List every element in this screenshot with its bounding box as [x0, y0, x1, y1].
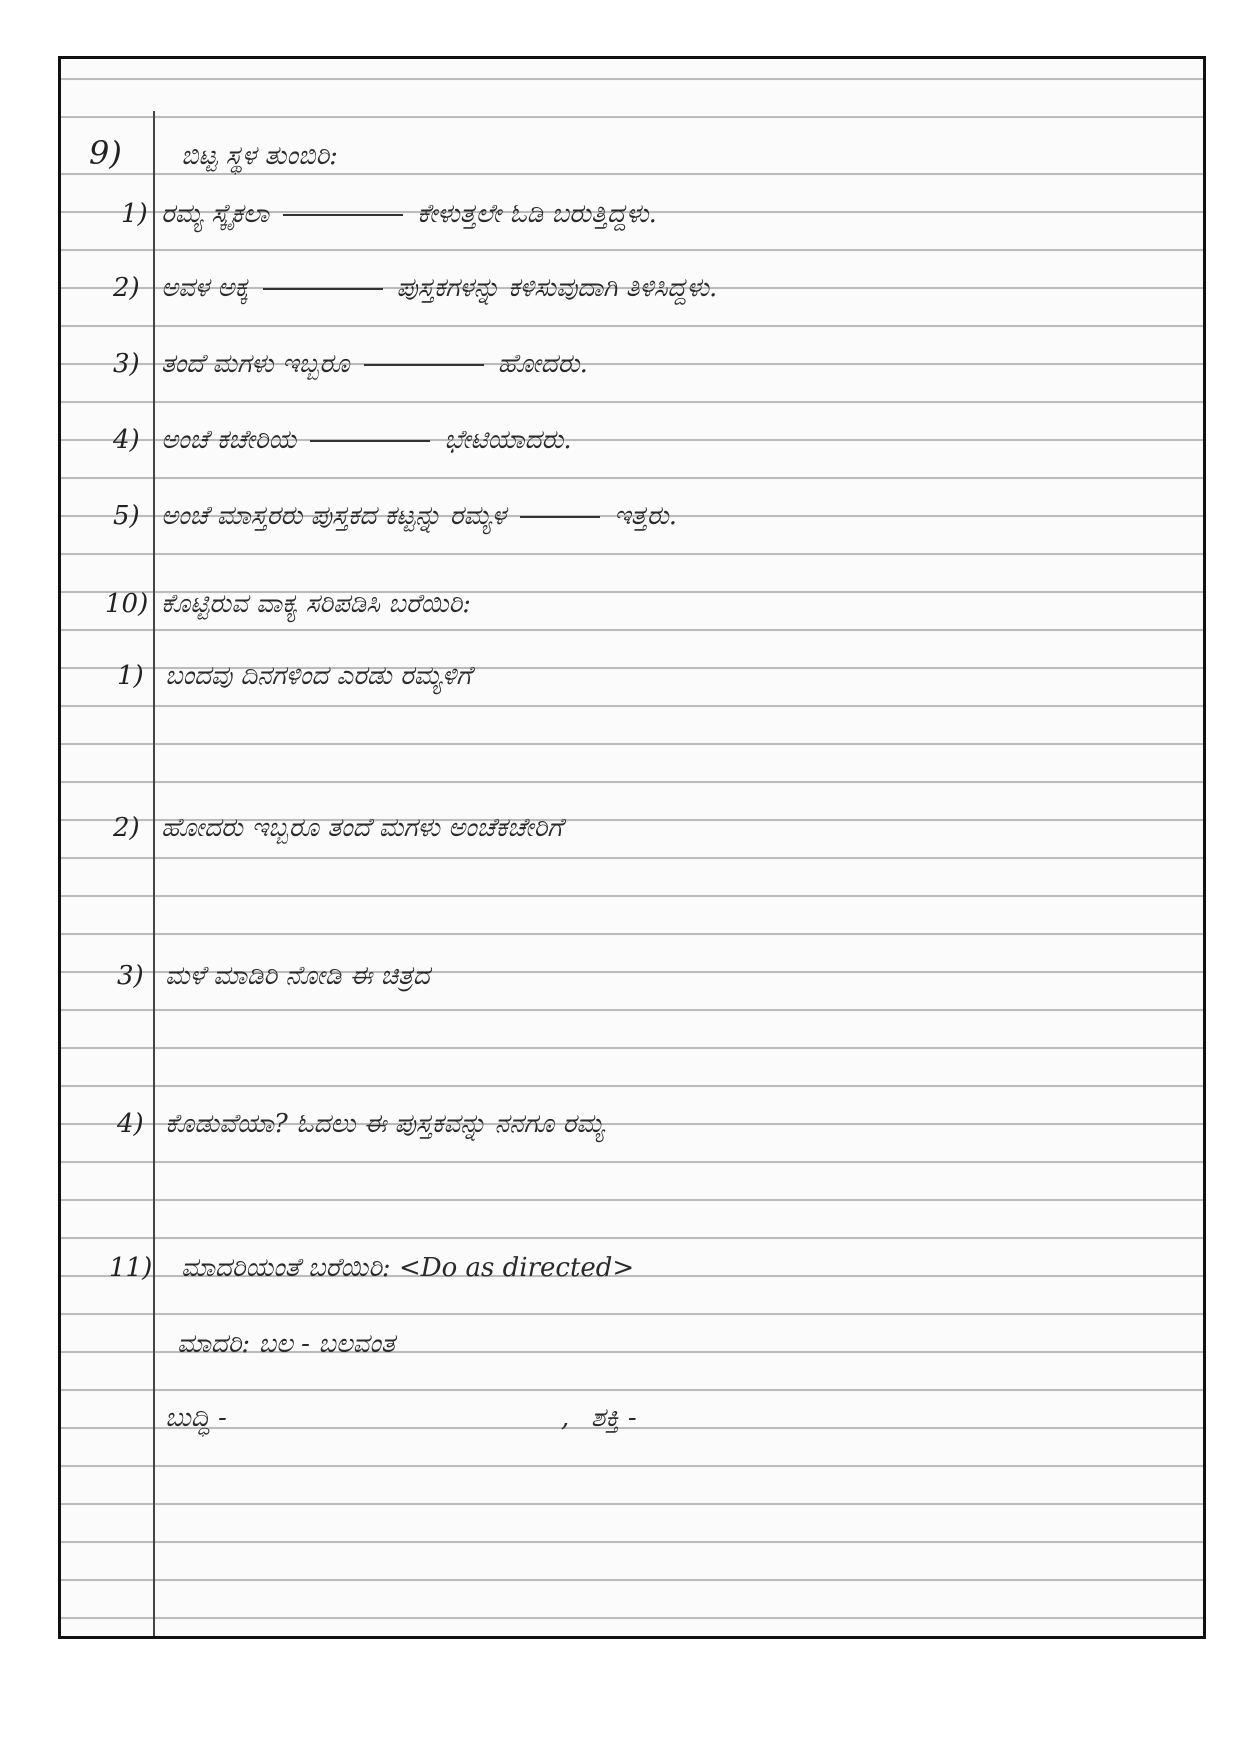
s9-item-1-after: ಕೇಳುತ್ತಲೇ ಓಡಿ ಬರುತ್ತಿದ್ದಳು.: [417, 199, 657, 229]
s10-item-2-number: 2): [113, 813, 140, 843]
s9-item-5-before: ಅಂಚೆ ಮಾಸ್ತರರು ಪುಸ್ತಕದ ಕಟ್ಟನ್ನು ರಮ್ಯಳ: [161, 501, 506, 531]
s9-item-5: [161, 503, 677, 529]
s9-item-1-before: ರಮ್ಯ ಸ್ಕೈಕಲಾ: [161, 199, 270, 229]
fill-blank: [283, 214, 403, 216]
s9-item-2-before: ಅವಳ ಅಕ್ಕ: [161, 273, 249, 303]
section-11-task-1: ಬುದ್ಧಿ -: [165, 1403, 227, 1433]
section-11-task-2: ಶಕ್ತಿ -: [591, 1403, 637, 1433]
s10-item-4: ಕೊಡುವೆಯಾ? ಓದಲು ಈ ಪುಸ್ತಕವನ್ನು ನನಗೂ ರಮ್ಯ: [165, 1109, 605, 1139]
section-11-heading-en: <Do as directed>: [398, 1253, 635, 1283]
s10-item-1-number: 1): [117, 661, 144, 691]
s9-item-4: [161, 427, 572, 453]
s9-item-4-before: ಅಂಚೆ ಕಚೇರಿಯ: [161, 425, 297, 455]
s9-item-2-after: ಪುಸ್ತಕಗಳನ್ನು ಕಳಿಸುವುದಾಗಿ ತಿಳಿಸಿದ್ದಳು.: [396, 273, 718, 303]
section-11-separator: ,: [561, 1403, 570, 1433]
fill-blank: [520, 516, 600, 518]
section-11-number: 11): [109, 1253, 153, 1283]
fill-blank: [263, 288, 383, 290]
section-11-example: ಮಾದರಿ: ಬಲ - ಬಲವಂತ: [177, 1329, 395, 1359]
s9-item-3-after: ಹೋದರು.: [497, 349, 588, 379]
section-10-heading: ಕೊಟ್ಟಿರುವ ವಾಕ್ಯ ಸರಿಪಡಿಸಿ ಬರೆಯಿರಿ:: [161, 589, 472, 619]
s9-item-5-after: ಇತ್ತರು.: [613, 501, 678, 531]
s9-item-3: [161, 351, 588, 377]
section-9-number: 9): [89, 134, 122, 172]
s9-item-3-number: 3): [113, 349, 140, 379]
notebook-page: [58, 56, 1206, 1639]
s9-item-5-number: 5): [113, 501, 140, 531]
fill-blank: [364, 364, 484, 366]
s10-item-3-number: 3): [117, 961, 144, 991]
s9-item-1-number: 1): [121, 199, 148, 229]
section-9-heading: ಬಿಟ್ಟ ಸ್ಥಳ ತುಂಬಿರಿ:: [181, 141, 338, 171]
s9-item-4-after: ಭೇಟಿಯಾದರು.: [444, 425, 572, 455]
section-11-heading: [181, 1255, 634, 1281]
s10-item-1: ಬಂದವು ದಿನಗಳಿಂದ ಎರಡು ರಮ್ಯಳಿಗೆ: [165, 661, 472, 691]
section-10-number: 10): [105, 589, 149, 619]
s10-item-4-number: 4): [117, 1109, 144, 1139]
section-11-heading-kn: ಮಾದರಿಯಂತೆ ಬರೆಯಿರಿ:: [181, 1253, 391, 1283]
margin-line: [153, 111, 155, 1636]
s9-item-4-number: 4): [113, 425, 140, 455]
s10-item-2: ಹೋದರು ಇಬ್ಬರೂ ತಂದೆ ಮಗಳು ಅಂಚೆಕಚೇರಿಗೆ: [161, 813, 563, 843]
s10-item-3: ಮಳೆ ಮಾಡಿರಿ ನೋಡಿ ಈ ಚಿತ್ರದ: [165, 961, 430, 991]
s9-item-1: [161, 201, 657, 227]
s9-item-2-number: 2): [113, 273, 140, 303]
fill-blank: [310, 440, 430, 442]
s9-item-3-before: ತಂದೆ ಮಗಳು ಇಬ್ಬರೂ: [161, 349, 350, 379]
s9-item-2: [161, 275, 717, 301]
